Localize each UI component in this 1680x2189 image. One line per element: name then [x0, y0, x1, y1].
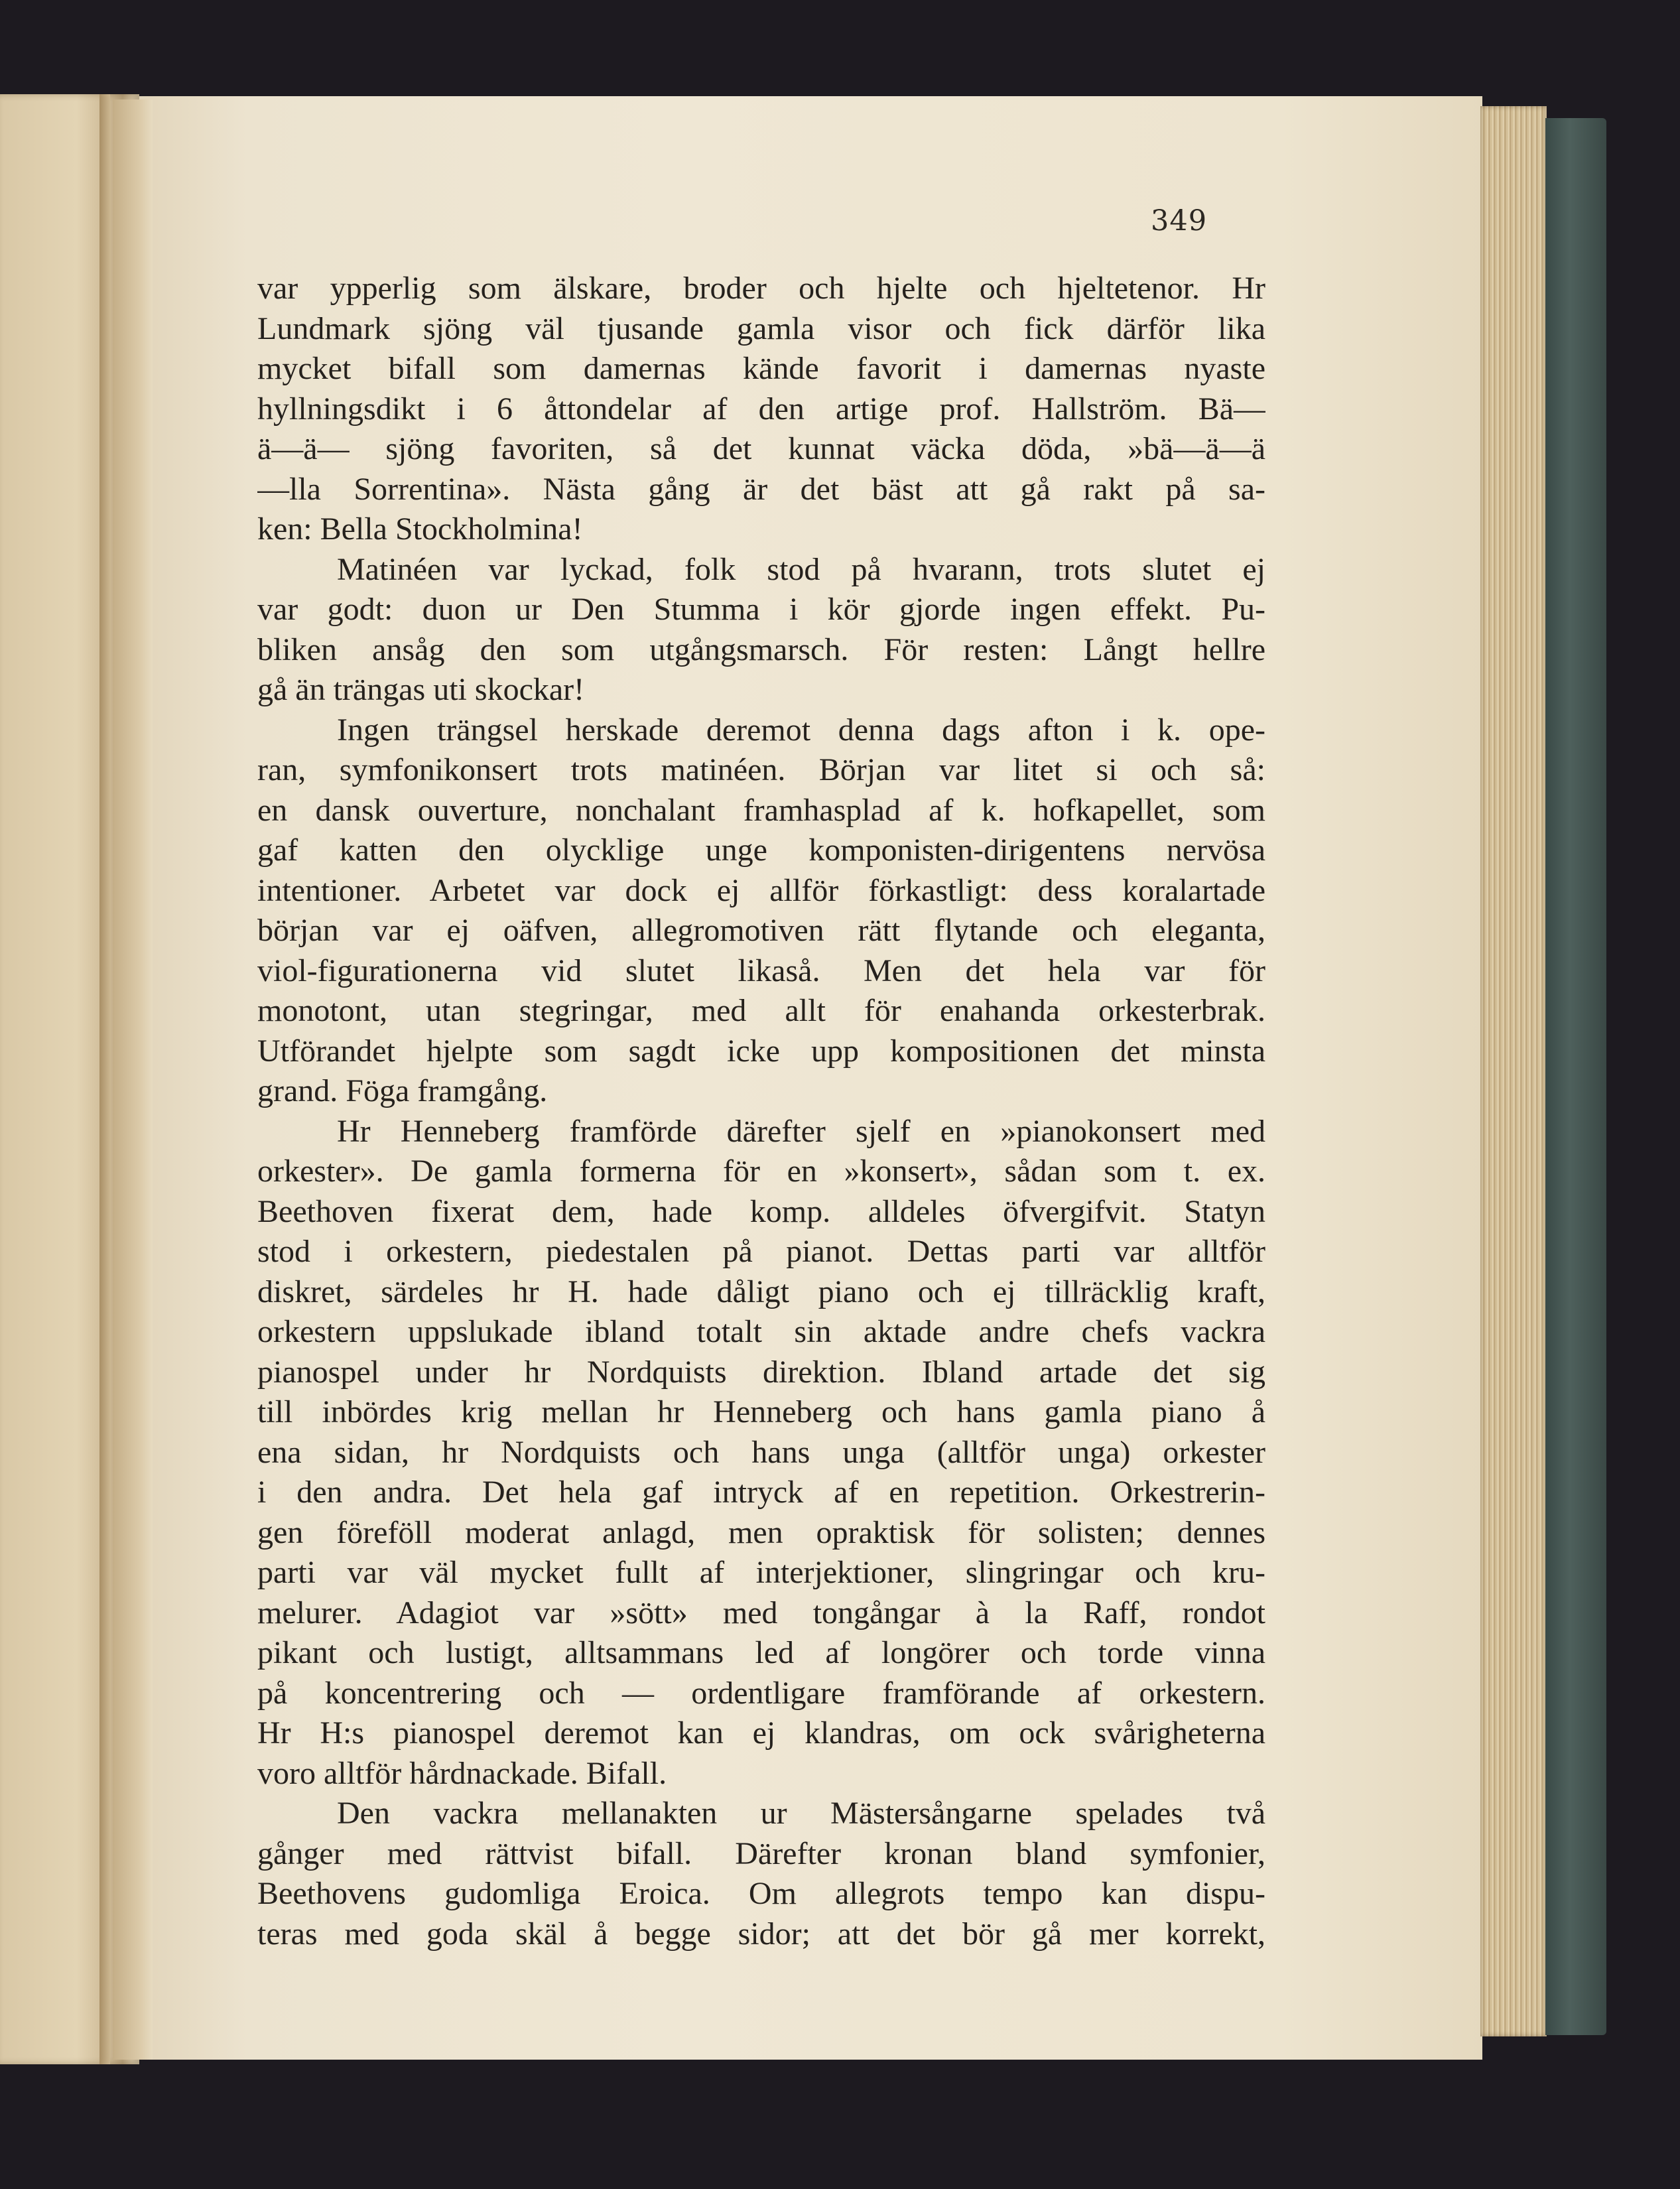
- text-line: teras med goda skäl å begge sidor; att det bör gå mer korrekt,: [257, 1916, 1265, 1952]
- text-line: till inbördes krig mellan hr Henneberg och hans gamla piano å: [257, 1394, 1265, 1429]
- text-line: på koncentrering och — ordentligare framförande af orkestern.: [257, 1675, 1265, 1711]
- text-line: diskret, särdeles hr H. hade dåligt piano och ej tillräcklig kraft,: [257, 1274, 1265, 1309]
- text-line: —lla Sorrentina». Nästa gång är det bäst att gå rakt på sa-: [257, 471, 1265, 507]
- text-line: mycket bifall som damernas kände favorit i damernas nyaste: [257, 351, 1265, 386]
- text-line: i den andra. Det hela gaf intryck af en repetition. Orkestrerin-: [257, 1475, 1265, 1510]
- text-line: stod i orkestern, piedestalen på pianot. Dettas parti var alltför: [257, 1234, 1265, 1269]
- text-line: gaf katten den olycklige unge komponisten-dirigentens nervösa: [257, 832, 1265, 868]
- text-line: en dansk ouverture, nonchalant framhasplad af k. hofkapellet, som: [257, 792, 1265, 828]
- text-line: pianospel under hr Nordquists direktion. Ibland artade det sig: [257, 1354, 1265, 1390]
- text-line: var ypperlig som älskare, broder och hjelte och hjeltetenor. Hr: [257, 271, 1265, 306]
- text-line: ran, symfonikonsert trots matinéen. Början var litet si och så:: [257, 752, 1265, 787]
- book-cover-edge: [1545, 118, 1606, 2035]
- text-line: Beethovens gudomliga Eroica. Om allegrots tempo kan dispu-: [257, 1876, 1265, 1911]
- book-gutter: [113, 100, 153, 2060]
- text-line: orkestern uppslukade ibland totalt sin aktade andre chefs vackra: [257, 1314, 1265, 1349]
- text-line: ken: Bella Stockholmina!: [257, 511, 583, 547]
- page-text-block: [257, 269, 1265, 1954]
- text-line: Beethoven fixerat dem, hade komp. alldeles öfvergifvit. Statyn: [257, 1193, 1265, 1229]
- text-line: början var ej oäfven, allegromotiven rätt flytande och eleganta,: [257, 913, 1265, 948]
- text-line: gen föreföll moderat anlagd, men opraktisk för solisten; dennes: [257, 1514, 1265, 1550]
- text-line: gå än trängas uti skockar!: [257, 672, 585, 707]
- text-line: voro alltför hårdnackade. Bifall.: [257, 1755, 667, 1791]
- text-line: orkester». De gamla formerna för en »konsert», sådan som t. ex.: [257, 1154, 1265, 1189]
- text-line: gånger med rättvist bifall. Därefter kronan bland symfonier,: [257, 1835, 1265, 1871]
- text-line: melurer. Adagiot var »sött» med tongångar à la Raff, rondot: [257, 1595, 1265, 1630]
- page-number: 349: [1151, 204, 1208, 237]
- text-line: hyllningsdikt i 6 åttondelar af den artige prof. Hallström. Bä—: [257, 391, 1265, 427]
- text-line: parti var väl mycket fullt af interjektioner, slingringar och kru-: [257, 1555, 1265, 1590]
- text-line: intentioner. Arbetet var dock ej allför förkastligt: dess koralartade: [257, 872, 1265, 908]
- text-line: monotont, utan stegringar, med allt för enahanda orkesterbrak.: [257, 993, 1265, 1028]
- text-line: Den vackra mellanakten ur Mästersångarne spelades två: [337, 1796, 1265, 1831]
- text-line: Matinéen var lyckad, folk stod på hvarann, trots slutet ej: [337, 551, 1265, 587]
- text-line: Hr H:s pianospel deremot kan ej klandras, om ock svårigheterna: [257, 1715, 1265, 1751]
- left-page-fold: [99, 94, 110, 2064]
- text-line: bliken ansåg den som utgångsmarsch. För resten: Långt hellre: [257, 631, 1265, 667]
- text-line: Lundmark sjöng väl tjusande gamla visor och fick därför lika: [257, 310, 1265, 346]
- text-line: pikant och lustigt, alltsammans led af longörer och torde vinna: [257, 1635, 1265, 1670]
- text-line: viol-figurationerna vid slutet likaså. Men det hela var för: [257, 953, 1265, 988]
- text-line: Hr Henneberg framförde därefter sjelf en »pianokonsert med: [337, 1113, 1265, 1149]
- text-line: ena sidan, hr Nordquists och hans unga (alltför unga) orkester: [257, 1434, 1265, 1470]
- text-line: grand. Föga framgång.: [257, 1073, 548, 1108]
- text-line: ä—ä— sjöng favoriten, så det kunnat väcka döda, »bä—ä—ä: [257, 431, 1265, 466]
- text-line: var godt: duon ur Den Stumma i kör gjorde ingen effekt. Pu-: [257, 592, 1265, 627]
- text-line: Utförandet hjelpte som sagdt icke upp kompositionen det minsta: [257, 1033, 1265, 1069]
- page-fore-edge: [1480, 106, 1547, 2036]
- text-line: Ingen trängsel herskade deremot denna dags afton i k. ope-: [337, 712, 1265, 748]
